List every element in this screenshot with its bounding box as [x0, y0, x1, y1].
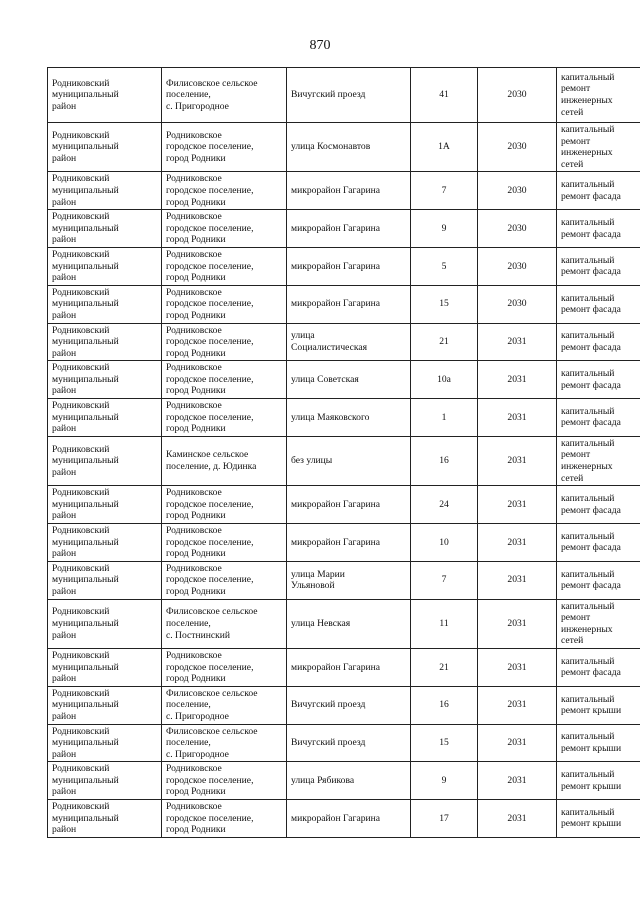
settlement-cell-text: Родниковское городское поселение, город Родники	[166, 525, 254, 560]
settlement-cell-text: Родниковское городское поселение, город Родники	[166, 129, 254, 164]
district-cell	[48, 762, 162, 800]
street-cell-text: улица Невская	[291, 617, 351, 629]
district-cell	[48, 561, 162, 599]
table-row	[48, 68, 640, 123]
district-cell-text: Родниковский муниципальный район	[52, 248, 119, 284]
house-number-cell	[411, 524, 478, 562]
housing-repair-table	[47, 67, 640, 838]
year-cell	[478, 68, 557, 123]
district-cell	[48, 399, 162, 437]
table-row	[48, 648, 640, 686]
settlement-cell	[162, 399, 287, 437]
district-cell	[48, 247, 162, 285]
district-cell	[48, 648, 162, 686]
year-cell-text: 2030	[507, 89, 527, 101]
district-cell	[48, 436, 162, 485]
district-cell	[48, 800, 162, 838]
house-number-cell-text: 1А	[438, 141, 450, 153]
work-type-cell	[557, 399, 640, 437]
street-cell-text: микрорайон Гагарина	[291, 661, 381, 673]
year-cell	[478, 285, 557, 323]
house-number-cell	[411, 599, 478, 648]
district-cell-text: Родниковский муниципальный район	[52, 525, 119, 560]
street-cell	[287, 800, 411, 838]
year-cell	[478, 172, 557, 210]
work-type-cell	[557, 599, 640, 648]
street-cell	[287, 724, 411, 762]
house-number-cell-text: 7	[441, 574, 447, 586]
work-type-cell-text: капитальный ремонт фасада	[561, 216, 621, 240]
district-cell	[48, 486, 162, 524]
work-type-cell-text: капитальный ремонт фасада	[561, 179, 621, 202]
work-type-cell	[557, 123, 640, 172]
settlement-cell	[162, 323, 287, 361]
work-type-cell	[557, 436, 640, 485]
settlement-cell	[162, 800, 287, 838]
year-cell	[478, 561, 557, 599]
district-cell	[48, 599, 162, 648]
settlement-cell-text: Родниковское городское поселение, город Родники	[166, 362, 254, 397]
district-cell	[48, 123, 162, 172]
house-number-cell	[411, 361, 478, 399]
table-row	[48, 724, 640, 762]
work-type-cell	[557, 648, 640, 686]
settlement-cell-text: Родниковское городское поселение, город Родники	[166, 173, 254, 208]
table-row	[48, 762, 640, 800]
house-number-cell	[411, 247, 478, 285]
house-number-cell-text: 9	[441, 774, 447, 786]
house-number-cell	[411, 436, 478, 485]
settlement-cell-text: Родниковское городское поселение, город Родники	[166, 211, 254, 246]
table-row	[48, 323, 640, 361]
house-number-cell	[411, 172, 478, 210]
house-number-cell-text: 21	[439, 336, 449, 348]
district-cell-text: Родниковский муниципальный район	[52, 687, 119, 722]
settlement-cell	[162, 686, 287, 724]
street-cell	[287, 285, 411, 323]
work-type-cell	[557, 172, 640, 210]
district-cell-text: Родниковский муниципальный район	[52, 443, 119, 478]
year-cell-text: 2031	[507, 536, 527, 548]
street-cell	[287, 561, 411, 599]
house-number-cell	[411, 724, 478, 762]
work-type-cell-text: капитальный ремонт фасада	[561, 405, 621, 429]
page-number: 870	[309, 38, 331, 53]
year-cell-text: 2030	[507, 141, 527, 153]
street-cell-text: микрорайон Гагарина	[291, 184, 381, 196]
year-cell-text: 2030	[507, 184, 527, 196]
settlement-cell-text: Родниковское городское поселение, город Родники	[166, 801, 254, 836]
house-number-cell-text: 21	[439, 661, 449, 673]
street-cell-text: микрорайон Гагарина	[291, 812, 381, 824]
house-number-cell-text: 11	[439, 617, 449, 629]
street-cell	[287, 172, 411, 210]
settlement-cell-text: Родниковское городское поселение, город Родники	[166, 649, 254, 685]
street-cell	[287, 486, 411, 524]
settlement-cell	[162, 524, 287, 562]
district-cell-text: Родниковский муниципальный район	[52, 362, 119, 397]
street-cell	[287, 68, 411, 123]
settlement-cell	[162, 599, 287, 648]
table-row	[48, 524, 640, 562]
house-number-cell	[411, 399, 478, 437]
work-type-cell-text: капитальный ремонт фасада	[561, 368, 621, 391]
house-number-cell-text: 17	[439, 812, 449, 824]
district-cell-text: Родниковский муниципальный район	[52, 763, 119, 798]
house-number-cell	[411, 561, 478, 599]
work-type-cell-text: капитальный ремонт фасада	[561, 530, 621, 554]
settlement-cell-text: Филисовское сельское поселение, с. Пригородное	[166, 725, 258, 760]
table-row	[48, 800, 640, 838]
work-type-cell-text: капитальный ремонт инженерных сетей	[561, 124, 615, 170]
work-type-cell-text: капитальный ремонт крыши	[561, 731, 622, 754]
district-cell-text: Родниковский муниципальный район	[52, 649, 119, 685]
house-number-cell	[411, 285, 478, 323]
street-cell	[287, 361, 411, 399]
house-number-cell-text: 10а	[437, 373, 451, 385]
table-row	[48, 399, 640, 437]
settlement-cell	[162, 285, 287, 323]
house-number-cell	[411, 210, 478, 248]
settlement-cell-text: Родниковское городское поселение, город Родники	[166, 248, 254, 284]
work-type-cell-text: капитальный ремонт крыши	[561, 769, 622, 792]
district-cell-text: Родниковский муниципальный район	[52, 286, 119, 321]
district-cell-text: Родниковский муниципальный район	[52, 725, 119, 760]
year-cell	[478, 800, 557, 838]
settlement-cell-text: Родниковское городское поселение, город Родники	[166, 324, 254, 359]
house-number-cell-text: 10	[439, 536, 449, 548]
settlement-cell-text: Филисовское сельское поселение, с. Постнинский	[166, 606, 258, 641]
district-cell-text: Родниковский муниципальный район	[52, 606, 119, 641]
year-cell-text: 2031	[507, 774, 527, 786]
settlement-cell	[162, 172, 287, 210]
district-cell-text: Родниковский муниципальный район	[52, 173, 119, 208]
house-number-cell-text: 9	[441, 222, 447, 234]
street-cell-text: Вичугский проезд	[291, 699, 366, 711]
year-cell-text: 2031	[507, 373, 527, 385]
year-cell	[478, 686, 557, 724]
work-type-cell-text: капитальный ремонт фасада	[561, 292, 621, 316]
street-cell-text: улица Космонавтов	[291, 141, 371, 153]
work-type-cell	[557, 524, 640, 562]
street-cell	[287, 323, 411, 361]
work-type-cell	[557, 686, 640, 724]
street-cell-text: без улицы	[291, 455, 333, 467]
house-number-cell	[411, 762, 478, 800]
street-cell-text: микрорайон Гагарина	[291, 498, 381, 510]
work-type-cell-text: капитальный ремонт фасада	[561, 254, 621, 278]
work-type-cell-text: капитальный ремонт фасада	[561, 568, 621, 592]
year-cell-text: 2031	[507, 737, 527, 749]
district-cell	[48, 686, 162, 724]
year-cell-text: 2031	[507, 617, 527, 629]
work-type-cell-text: капитальный ремонт фасада	[561, 493, 621, 516]
street-cell-text: микрорайон Гагарина	[291, 536, 381, 548]
year-cell	[478, 762, 557, 800]
street-cell	[287, 686, 411, 724]
house-number-cell-text: 15	[439, 298, 449, 310]
work-type-cell-text: капитальный ремонт фасада	[561, 655, 621, 679]
settlement-cell-text: Филисовское сельское поселение, с. Пригородное	[166, 687, 258, 722]
year-cell	[478, 436, 557, 485]
work-type-cell	[557, 724, 640, 762]
work-type-cell	[557, 762, 640, 800]
work-type-cell-text: капитальный ремонт инженерных сетей	[561, 71, 615, 118]
year-cell	[478, 247, 557, 285]
street-cell	[287, 210, 411, 248]
year-cell	[478, 599, 557, 648]
street-cell-text: улица Советская	[291, 373, 359, 385]
street-cell	[287, 399, 411, 437]
year-cell	[478, 399, 557, 437]
settlement-cell	[162, 361, 287, 399]
settlement-cell-text: Филисовское сельское поселение, с. Пригородное	[166, 77, 258, 112]
house-number-cell	[411, 486, 478, 524]
work-type-cell-text: капитальный ремонт инженерных сетей	[561, 600, 615, 647]
year-cell-text: 2030	[507, 222, 527, 234]
work-type-cell	[557, 361, 640, 399]
settlement-cell-text: Родниковское городское поселение, город Родники	[166, 763, 254, 798]
year-cell	[478, 123, 557, 172]
street-cell	[287, 762, 411, 800]
work-type-cell-text: капитальный ремонт крыши	[561, 693, 622, 717]
settlement-cell-text: Родниковское городское поселение, город Родники	[166, 562, 254, 597]
year-cell	[478, 210, 557, 248]
street-cell	[287, 123, 411, 172]
street-cell-text: улица Рябикова	[291, 774, 355, 786]
work-type-cell	[557, 247, 640, 285]
settlement-cell	[162, 762, 287, 800]
district-cell	[48, 361, 162, 399]
house-number-cell	[411, 123, 478, 172]
table-row	[48, 247, 640, 285]
house-number-cell-text: 16	[439, 455, 449, 467]
settlement-cell	[162, 486, 287, 524]
settlement-cell-text: Каминское сельское поселение, д. Юдинка	[166, 449, 257, 473]
work-type-cell	[557, 561, 640, 599]
district-cell	[48, 285, 162, 323]
street-cell-text: Вичугский проезд	[291, 89, 366, 101]
house-number-cell	[411, 800, 478, 838]
district-cell	[48, 323, 162, 361]
settlement-cell	[162, 648, 287, 686]
year-cell-text: 2031	[507, 812, 527, 824]
house-number-cell-text: 5	[441, 260, 447, 272]
table-row	[48, 123, 640, 172]
work-type-cell-text: капитальный ремонт крыши	[561, 806, 622, 830]
work-type-cell	[557, 68, 640, 123]
house-number-cell-text: 16	[439, 699, 449, 711]
district-cell	[48, 724, 162, 762]
table-row	[48, 172, 640, 210]
work-type-cell-text: капитальный ремонт фасада	[561, 330, 621, 353]
table-row	[48, 210, 640, 248]
year-cell-text: 2031	[507, 661, 527, 673]
district-cell	[48, 68, 162, 123]
settlement-cell	[162, 123, 287, 172]
settlement-cell	[162, 247, 287, 285]
work-type-cell	[557, 210, 640, 248]
district-cell-text: Родниковский муниципальный район	[52, 77, 119, 112]
year-cell-text: 2031	[507, 574, 527, 586]
house-number-cell	[411, 323, 478, 361]
settlement-cell-text: Родниковское городское поселение, город Родники	[166, 400, 254, 435]
year-cell	[478, 323, 557, 361]
table-row	[48, 436, 640, 485]
table-row	[48, 599, 640, 648]
house-number-cell-text: 41	[439, 89, 449, 101]
house-number-cell-text: 7	[441, 184, 447, 196]
street-cell-text: улица Маяковского	[291, 411, 370, 423]
year-cell	[478, 724, 557, 762]
district-cell-text: Родниковский муниципальный район	[52, 129, 119, 164]
table-row	[48, 686, 640, 724]
house-number-cell-text: 24	[439, 498, 449, 510]
work-type-cell	[557, 285, 640, 323]
street-cell	[287, 247, 411, 285]
work-type-cell	[557, 323, 640, 361]
street-cell	[287, 599, 411, 648]
year-cell	[478, 524, 557, 562]
table-row	[48, 561, 640, 599]
year-cell-text: 2031	[507, 336, 527, 348]
settlement-cell	[162, 210, 287, 248]
street-cell-text: микрорайон Гагарина	[291, 260, 381, 272]
district-cell-text: Родниковский муниципальный район	[52, 400, 119, 435]
settlement-cell-text: Родниковское городское поселение, город Родники	[166, 487, 254, 522]
settlement-cell	[162, 436, 287, 485]
year-cell-text: 2030	[507, 260, 527, 272]
street-cell	[287, 524, 411, 562]
settlement-cell	[162, 68, 287, 123]
year-cell-text: 2031	[507, 498, 527, 510]
street-cell	[287, 648, 411, 686]
street-cell-text: улица Социалистическая	[291, 330, 368, 353]
settlement-cell-text: Родниковское городское поселение, город Родники	[166, 286, 254, 321]
work-type-cell-text: капитальный ремонт инженерных сетей	[561, 437, 615, 484]
table-row	[48, 486, 640, 524]
street-cell	[287, 436, 411, 485]
year-cell-text: 2030	[507, 298, 527, 310]
district-cell-text: Родниковский муниципальный район	[52, 211, 119, 246]
table-body	[48, 68, 640, 838]
year-cell-text: 2031	[507, 411, 527, 423]
house-number-cell	[411, 686, 478, 724]
street-cell-text: микрорайон Гагарина	[291, 222, 381, 234]
district-cell-text: Родниковский муниципальный район	[52, 562, 119, 597]
work-type-cell	[557, 486, 640, 524]
district-cell	[48, 524, 162, 562]
year-cell	[478, 486, 557, 524]
house-number-cell	[411, 648, 478, 686]
year-cell	[478, 648, 557, 686]
street-cell-text: микрорайон Гагарина	[291, 298, 381, 310]
table-row	[48, 285, 640, 323]
work-type-cell	[557, 800, 640, 838]
street-cell-text: улица Марии Ульяновой	[291, 568, 345, 592]
year-cell-text: 2031	[507, 699, 527, 711]
district-cell	[48, 172, 162, 210]
house-number-cell-text: 1	[441, 411, 447, 423]
street-cell-text: Вичугский проезд	[291, 737, 366, 749]
house-number-cell-text: 15	[439, 737, 449, 749]
settlement-cell	[162, 724, 287, 762]
district-cell	[48, 210, 162, 248]
year-cell	[478, 361, 557, 399]
year-cell-text: 2031	[507, 455, 527, 467]
district-cell-text: Родниковский муниципальный район	[52, 487, 119, 522]
settlement-cell	[162, 561, 287, 599]
house-number-cell	[411, 68, 478, 123]
district-cell-text: Родниковский муниципальный район	[52, 324, 119, 359]
table-row	[48, 361, 640, 399]
district-cell-text: Родниковский муниципальный район	[52, 801, 119, 836]
